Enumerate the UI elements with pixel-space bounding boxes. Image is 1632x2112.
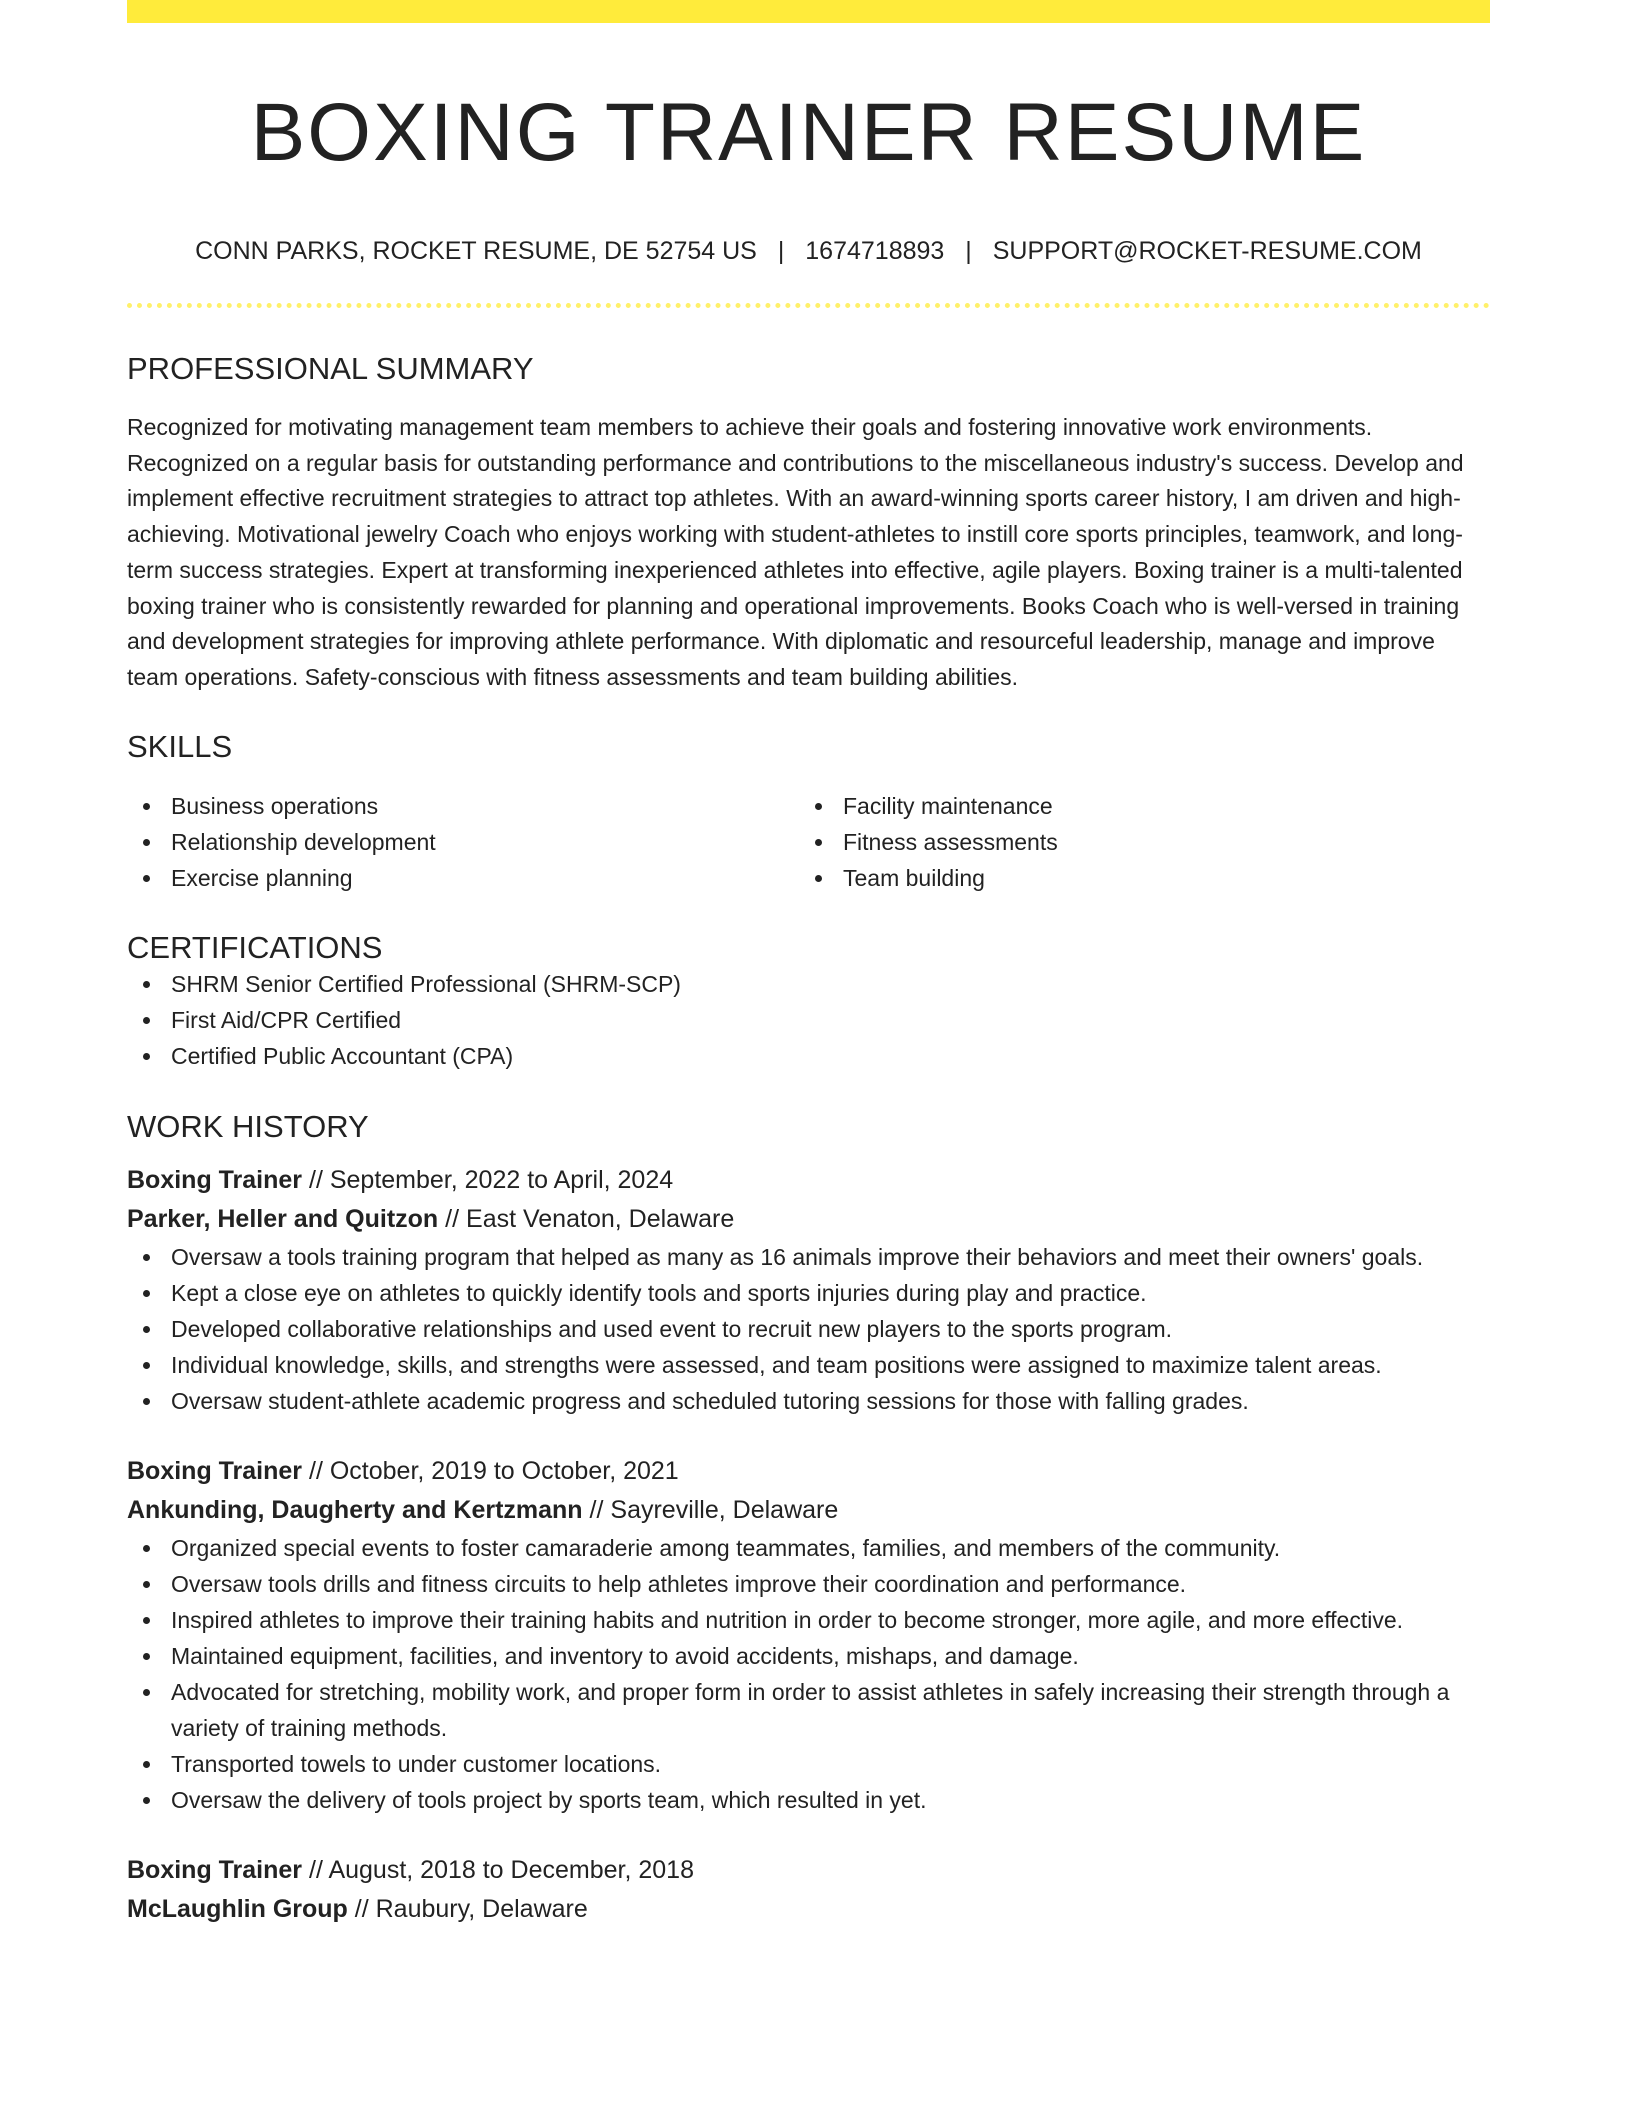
job-location: East Venaton, Delaware xyxy=(466,1204,735,1233)
delimiter: // xyxy=(302,1855,329,1884)
skill-item: Business operations xyxy=(127,788,799,824)
summary-text: Recognized for motivating management team members to achieve their goals and fostering innovative work environments. Recognized on a regular basis for outstanding performance and contributions to the miscellaneous industry's success. Develop and implement effective recruitment strategies to attract top athletes. With an award-winning sports career history, I am driven and high-achieving. Motivational jewelry Coach who enjoys working with student-athletes to instill core sports principles, teamwork, and long-term success strategies. Expert at transforming inexperienced athletes into effective, agile players. Boxing trainer is a multi-talented boxing trainer who is consistently rewarded for planning and operational improvements. Books Coach who is well-versed in training and development strategies for improving athlete performance. With diplomatic and resourceful leadership, manage and improve team operations. Safety-conscious with fitness assessments and team building abilities. xyxy=(127,414,1464,690)
job-company-line xyxy=(127,1200,1490,1239)
skill-item: Fitness assessments xyxy=(799,824,1471,860)
accent-bar xyxy=(127,0,1490,23)
job-bullet: Individual knowledge, skills, and strengths were assessed, and team positions were assigned to maximize talent areas. xyxy=(127,1347,1490,1383)
dotted-divider xyxy=(127,303,1490,308)
delimiter: // xyxy=(302,1456,330,1485)
resume-page xyxy=(127,0,1490,1929)
job-entry xyxy=(127,1452,1490,1818)
summary-heading: PROFESSIONAL SUMMARY xyxy=(127,351,534,386)
job-company-line xyxy=(127,1890,1490,1929)
skill-item: Facility maintenance xyxy=(799,788,1471,824)
job-company: Ankunding, Daugherty and Kertzmann xyxy=(127,1495,583,1524)
job-bullet: Organized special events to foster camaraderie among teammates, families, and members of the community. xyxy=(127,1530,1490,1566)
job-bullet: Kept a close eye on athletes to quickly identify tools and sports injuries during play and practice. xyxy=(127,1275,1490,1311)
job-title: Boxing Trainer xyxy=(127,1855,303,1884)
skills-grid xyxy=(127,788,1490,896)
skill-item: Team building xyxy=(799,860,1471,896)
job-bullet: Oversaw a tools training program that helped as many as 16 animals improve their behaviors and meet their owners' goals. xyxy=(127,1239,1490,1275)
contact-line xyxy=(127,236,1490,266)
job-title-line xyxy=(127,1161,1490,1200)
skills-list-right xyxy=(799,788,1471,896)
contact-email: SUPPORT@ROCKET-RESUME.COM xyxy=(992,237,1422,265)
certification-item: SHRM Senior Certified Professional (SHRM-SCP) xyxy=(127,966,1490,1002)
job-bullet: Maintained equipment, facilities, and inventory to avoid accidents, mishaps, and damage. xyxy=(127,1638,1490,1674)
job-title: Boxing Trainer xyxy=(127,1456,303,1485)
skills-column-left xyxy=(127,788,799,896)
job-title: Boxing Trainer xyxy=(127,1165,303,1194)
job-bullet-list xyxy=(127,1530,1490,1818)
skill-item: Exercise planning xyxy=(127,860,799,896)
resume-title: BOXING TRAINER RESUME xyxy=(250,87,1367,178)
job-bullet-list xyxy=(127,1239,1490,1419)
delimiter: // xyxy=(347,1894,376,1923)
job-location: Raubury, Delaware xyxy=(375,1894,588,1923)
skills-heading: SKILLS xyxy=(127,728,233,764)
certification-item: First Aid/CPR Certified xyxy=(127,1002,1490,1038)
job-title-line xyxy=(127,1851,1490,1890)
job-bullet: Inspired athletes to improve their training habits and nutrition in order to become stronger, more agile, and more effective. xyxy=(127,1602,1490,1638)
job-entry xyxy=(127,1161,1490,1419)
job-company: Parker, Heller and Quitzon xyxy=(127,1204,439,1233)
job-bullet: Advocated for stretching, mobility work, and proper form in order to assist athletes in safely increasing their strength through a variety of training methods. xyxy=(127,1674,1490,1746)
skills-list-left xyxy=(127,788,799,896)
certifications-list xyxy=(127,966,1490,1074)
job-bullet: Oversaw the delivery of tools project by sports team, which resulted in yet. xyxy=(127,1782,1490,1818)
contact-separator: | xyxy=(965,237,972,265)
job-location: Sayreville, Delaware xyxy=(610,1495,839,1524)
job-dates: August, 2018 to December, 2018 xyxy=(328,1855,694,1884)
job-dates: September, 2022 to April, 2024 xyxy=(329,1165,674,1194)
skills-column-right xyxy=(799,788,1471,896)
work-history-heading: WORK HISTORY xyxy=(127,1108,369,1144)
job-company-line xyxy=(127,1491,1490,1530)
delimiter: // xyxy=(438,1204,467,1233)
delimiter: // xyxy=(582,1495,611,1524)
job-bullet: Oversaw student-athlete academic progress and scheduled tutoring sessions for those with falling grades. xyxy=(127,1383,1490,1419)
job-entry xyxy=(127,1851,1490,1929)
job-bullet: Oversaw tools drills and fitness circuits to help athletes improve their coordination and performance. xyxy=(127,1566,1490,1602)
certifications-heading: CERTIFICATIONS xyxy=(127,929,383,965)
job-bullet: Developed collaborative relationships and used event to recruit new players to the sports program. xyxy=(127,1311,1490,1347)
contact-separator: | xyxy=(777,237,785,265)
job-company: McLaughlin Group xyxy=(127,1894,348,1923)
contact-address: CONN PARKS, ROCKET RESUME, DE 52754 US xyxy=(195,237,757,265)
skill-item: Relationship development xyxy=(127,824,799,860)
certification-item: Certified Public Accountant (CPA) xyxy=(127,1038,1490,1074)
job-title-line xyxy=(127,1452,1490,1491)
job-dates: October, 2019 to October, 2021 xyxy=(329,1456,679,1485)
contact-phone: 1674718893 xyxy=(805,237,945,265)
job-bullet: Transported towels to under customer locations. xyxy=(127,1746,1490,1782)
delimiter: // xyxy=(302,1165,330,1194)
